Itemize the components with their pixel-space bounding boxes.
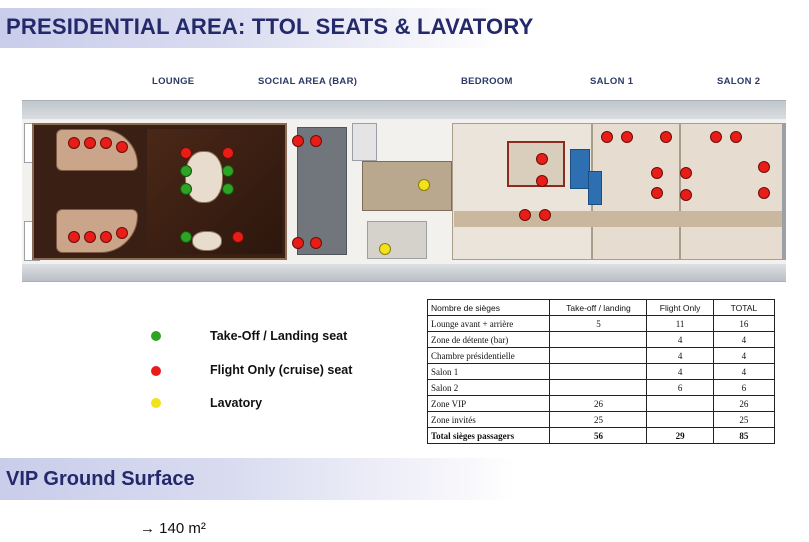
seat-flight-only — [758, 187, 770, 199]
table-row — [428, 348, 775, 364]
table-cell: 4 — [713, 364, 774, 380]
table-cell: 26 — [713, 396, 774, 412]
table-cell: 11 — [647, 316, 713, 332]
table-cell: 29 — [647, 428, 713, 444]
rear-bulkhead — [782, 123, 786, 260]
seat-flight-only — [539, 209, 551, 221]
seat-flight-only — [116, 227, 128, 239]
legend-green-dot — [151, 331, 161, 341]
seat-flight-only — [100, 231, 112, 243]
table-cell: Zone de détente (bar) — [428, 332, 550, 348]
salon-1-rug — [588, 171, 602, 205]
legend-flight-only: Flight Only (cruise) seat — [210, 363, 353, 377]
table-cell: Salon 2 — [428, 380, 550, 396]
table-row — [428, 380, 775, 396]
zone-label-social-area: SOCIAL AREA (BAR) — [258, 76, 358, 87]
table-cell: 4 — [713, 348, 774, 364]
seat-flight-only — [68, 137, 80, 149]
table-row — [428, 332, 775, 348]
legend-red-dot — [151, 366, 161, 376]
table-cell: 26 — [550, 396, 647, 412]
aisle-corridor — [454, 211, 784, 227]
seat-takeoff-landing — [222, 165, 234, 177]
table-row — [428, 396, 775, 412]
zone-label-lounge: LOUNGE — [152, 76, 195, 87]
col-header-takeoff-landing: Take-off / landing — [550, 300, 647, 316]
table-cell: Lounge avant + arrière — [428, 316, 550, 332]
seat-flight-only — [292, 135, 304, 147]
table-cell: 25 — [713, 412, 774, 428]
table-header-row — [428, 300, 775, 316]
table-row — [428, 364, 775, 380]
table-cell: 6 — [647, 380, 713, 396]
col-header-total: TOTAL — [713, 300, 774, 316]
seat-takeoff-landing — [180, 183, 192, 195]
seat-flight-only — [232, 231, 244, 243]
table-cell — [550, 348, 647, 364]
social-area-bar — [297, 127, 347, 255]
table-cell: Total sièges passagers — [428, 428, 550, 444]
table-cell — [647, 412, 713, 428]
seat-flight-only — [310, 237, 322, 249]
seat-flight-only — [292, 237, 304, 249]
seat-flight-only — [710, 131, 722, 143]
table-cell: 5 — [550, 316, 647, 332]
seat-takeoff-landing — [180, 231, 192, 243]
galley-area — [362, 161, 452, 211]
page-title: PRESIDENTIAL AREA: TTOL SEATS & LAVATORY — [6, 14, 534, 39]
bedroom-rug — [570, 149, 590, 189]
zone-label-bedroom: BEDROOM — [461, 76, 513, 87]
table-cell — [550, 380, 647, 396]
seat-flight-only — [536, 175, 548, 187]
seat-flight-only — [651, 167, 663, 179]
table-cell — [550, 364, 647, 380]
zone-label-salon-1: SALON 1 — [590, 76, 634, 87]
table-cell: 16 — [713, 316, 774, 332]
seat-flight-only — [84, 231, 96, 243]
table-total-row — [428, 428, 775, 444]
table-cell: Zone VIP — [428, 396, 550, 412]
table-cell: 25 — [550, 412, 647, 428]
lavatory-room — [367, 221, 427, 259]
table-cell: 56 — [550, 428, 647, 444]
seat-flight-only — [621, 131, 633, 143]
section-title: VIP Ground Surface — [6, 468, 195, 490]
seat-flight-only — [310, 135, 322, 147]
legend-lavatory: Lavatory — [210, 396, 263, 410]
seat-flight-only — [536, 153, 548, 165]
table-cell: Salon 1 — [428, 364, 550, 380]
seat-flight-only — [758, 161, 770, 173]
col-header-flight-only: Flight Only — [647, 300, 713, 316]
col-header-seat-count: Nombre de sièges — [428, 300, 550, 316]
table-row — [428, 412, 775, 428]
seat-flight-only — [100, 137, 112, 149]
table-cell: 85 — [713, 428, 774, 444]
seat-flight-only — [601, 131, 613, 143]
arrow-right-icon: → — [140, 520, 155, 537]
table-cell: 4 — [647, 348, 713, 364]
table-cell: 6 — [713, 380, 774, 396]
table-cell: Chambre présidentielle — [428, 348, 550, 364]
table-cell: 4 — [647, 332, 713, 348]
seat-flight-only — [116, 141, 128, 153]
seat-flight-only — [222, 147, 234, 159]
legend-takeoff-landing: Take-Off / Landing seat — [210, 329, 348, 343]
cabin-floor-plan — [22, 100, 786, 282]
salon-1-area — [592, 123, 680, 260]
seat-flight-only — [651, 187, 663, 199]
seat-flight-only — [180, 147, 192, 159]
seat-flight-only — [519, 209, 531, 221]
zone-label-salon-2: SALON 2 — [717, 76, 761, 87]
table-cell: 4 — [713, 332, 774, 348]
bar-counter — [352, 123, 377, 161]
seat-takeoff-landing — [222, 183, 234, 195]
seat-flight-only — [660, 131, 672, 143]
lavatory-marker — [418, 179, 430, 191]
ground-surface-value-line — [140, 520, 206, 537]
seat-flight-only — [84, 137, 96, 149]
table-cell: 4 — [647, 364, 713, 380]
table-cell: Zone invités — [428, 412, 550, 428]
ground-surface-value: 140 m² — [159, 520, 206, 537]
seat-count-table — [427, 299, 775, 444]
dining-table — [185, 151, 223, 203]
side-table — [192, 231, 222, 251]
seat-flight-only — [730, 131, 742, 143]
seat-flight-only — [68, 231, 80, 243]
table-cell — [647, 396, 713, 412]
table-row — [428, 316, 775, 332]
legend-yellow-dot — [151, 398, 161, 408]
seat-flight-only — [680, 189, 692, 201]
table-cell — [550, 332, 647, 348]
lavatory-marker — [379, 243, 391, 255]
seat-takeoff-landing — [180, 165, 192, 177]
seat-flight-only — [680, 167, 692, 179]
